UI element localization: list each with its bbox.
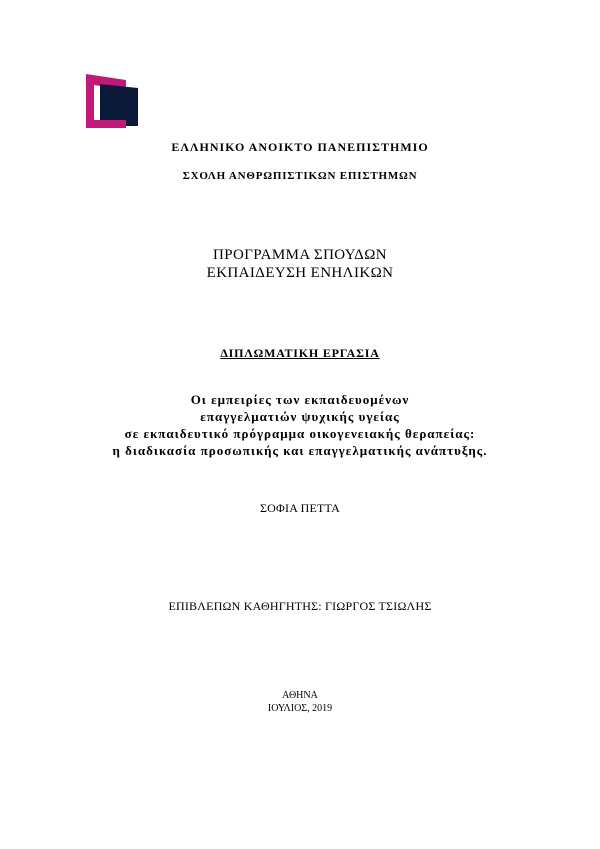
supervisor-line: ΕΠΙΒΛΕΠΩΝ ΚΑΘΗΓΗΤΗΣ: ΓΙΩΡΓΟΣ ΤΣΙΩΛΗΣ xyxy=(168,599,432,613)
thesis-title xyxy=(0,391,600,459)
title-line-3: σε εκπαιδευτικό πρόγραμμα οικογενειακής θεραπείας: xyxy=(124,426,476,441)
title-line-4: η διαδικασία προσωπικής και επαγγελματικής ανάπτυξης. xyxy=(112,443,488,458)
place-and-date xyxy=(0,689,600,715)
school-name: ΣΧΟΛΗ ΑΝΘΡΩΠΙΣΤΙΚΩΝ ΕΠΙΣΤΗΜΩΝ xyxy=(182,170,418,182)
program-line-1: ΠΡΟΓΡΑΜΜΑ ΣΠΟΥΔΩΝ xyxy=(213,247,387,263)
title-line-1: Οι εμπειρίες των εκπαιδευομένων xyxy=(190,392,410,407)
author-name: ΣΟΦΙΑ ΠΕΤΤΑ xyxy=(260,501,340,515)
university-name: ΕΛΛΗΝΙΚΟ ΑΝΟΙΚΤΟ ΠΑΝΕΠΙΣΤΗΜΙΟ xyxy=(171,140,429,154)
program-heading xyxy=(0,246,600,282)
title-line-2: επαγγελματιών ψυχικής υγείας xyxy=(200,409,400,424)
thesis-label: ΔΙΠΛΩΜΑΤΙΚΗ ΕΡΓΑΣΙΑ xyxy=(220,346,380,360)
city: ΑΘΗΝΑ xyxy=(282,690,318,701)
date: ΙΟΥΛΙΟΣ, 2019 xyxy=(267,703,333,714)
program-line-2: ΕΚΠΑΙΔΕΥΣΗ ΕΝΗΛΙΚΩΝ xyxy=(206,265,394,281)
university-logo-icon xyxy=(86,72,140,128)
